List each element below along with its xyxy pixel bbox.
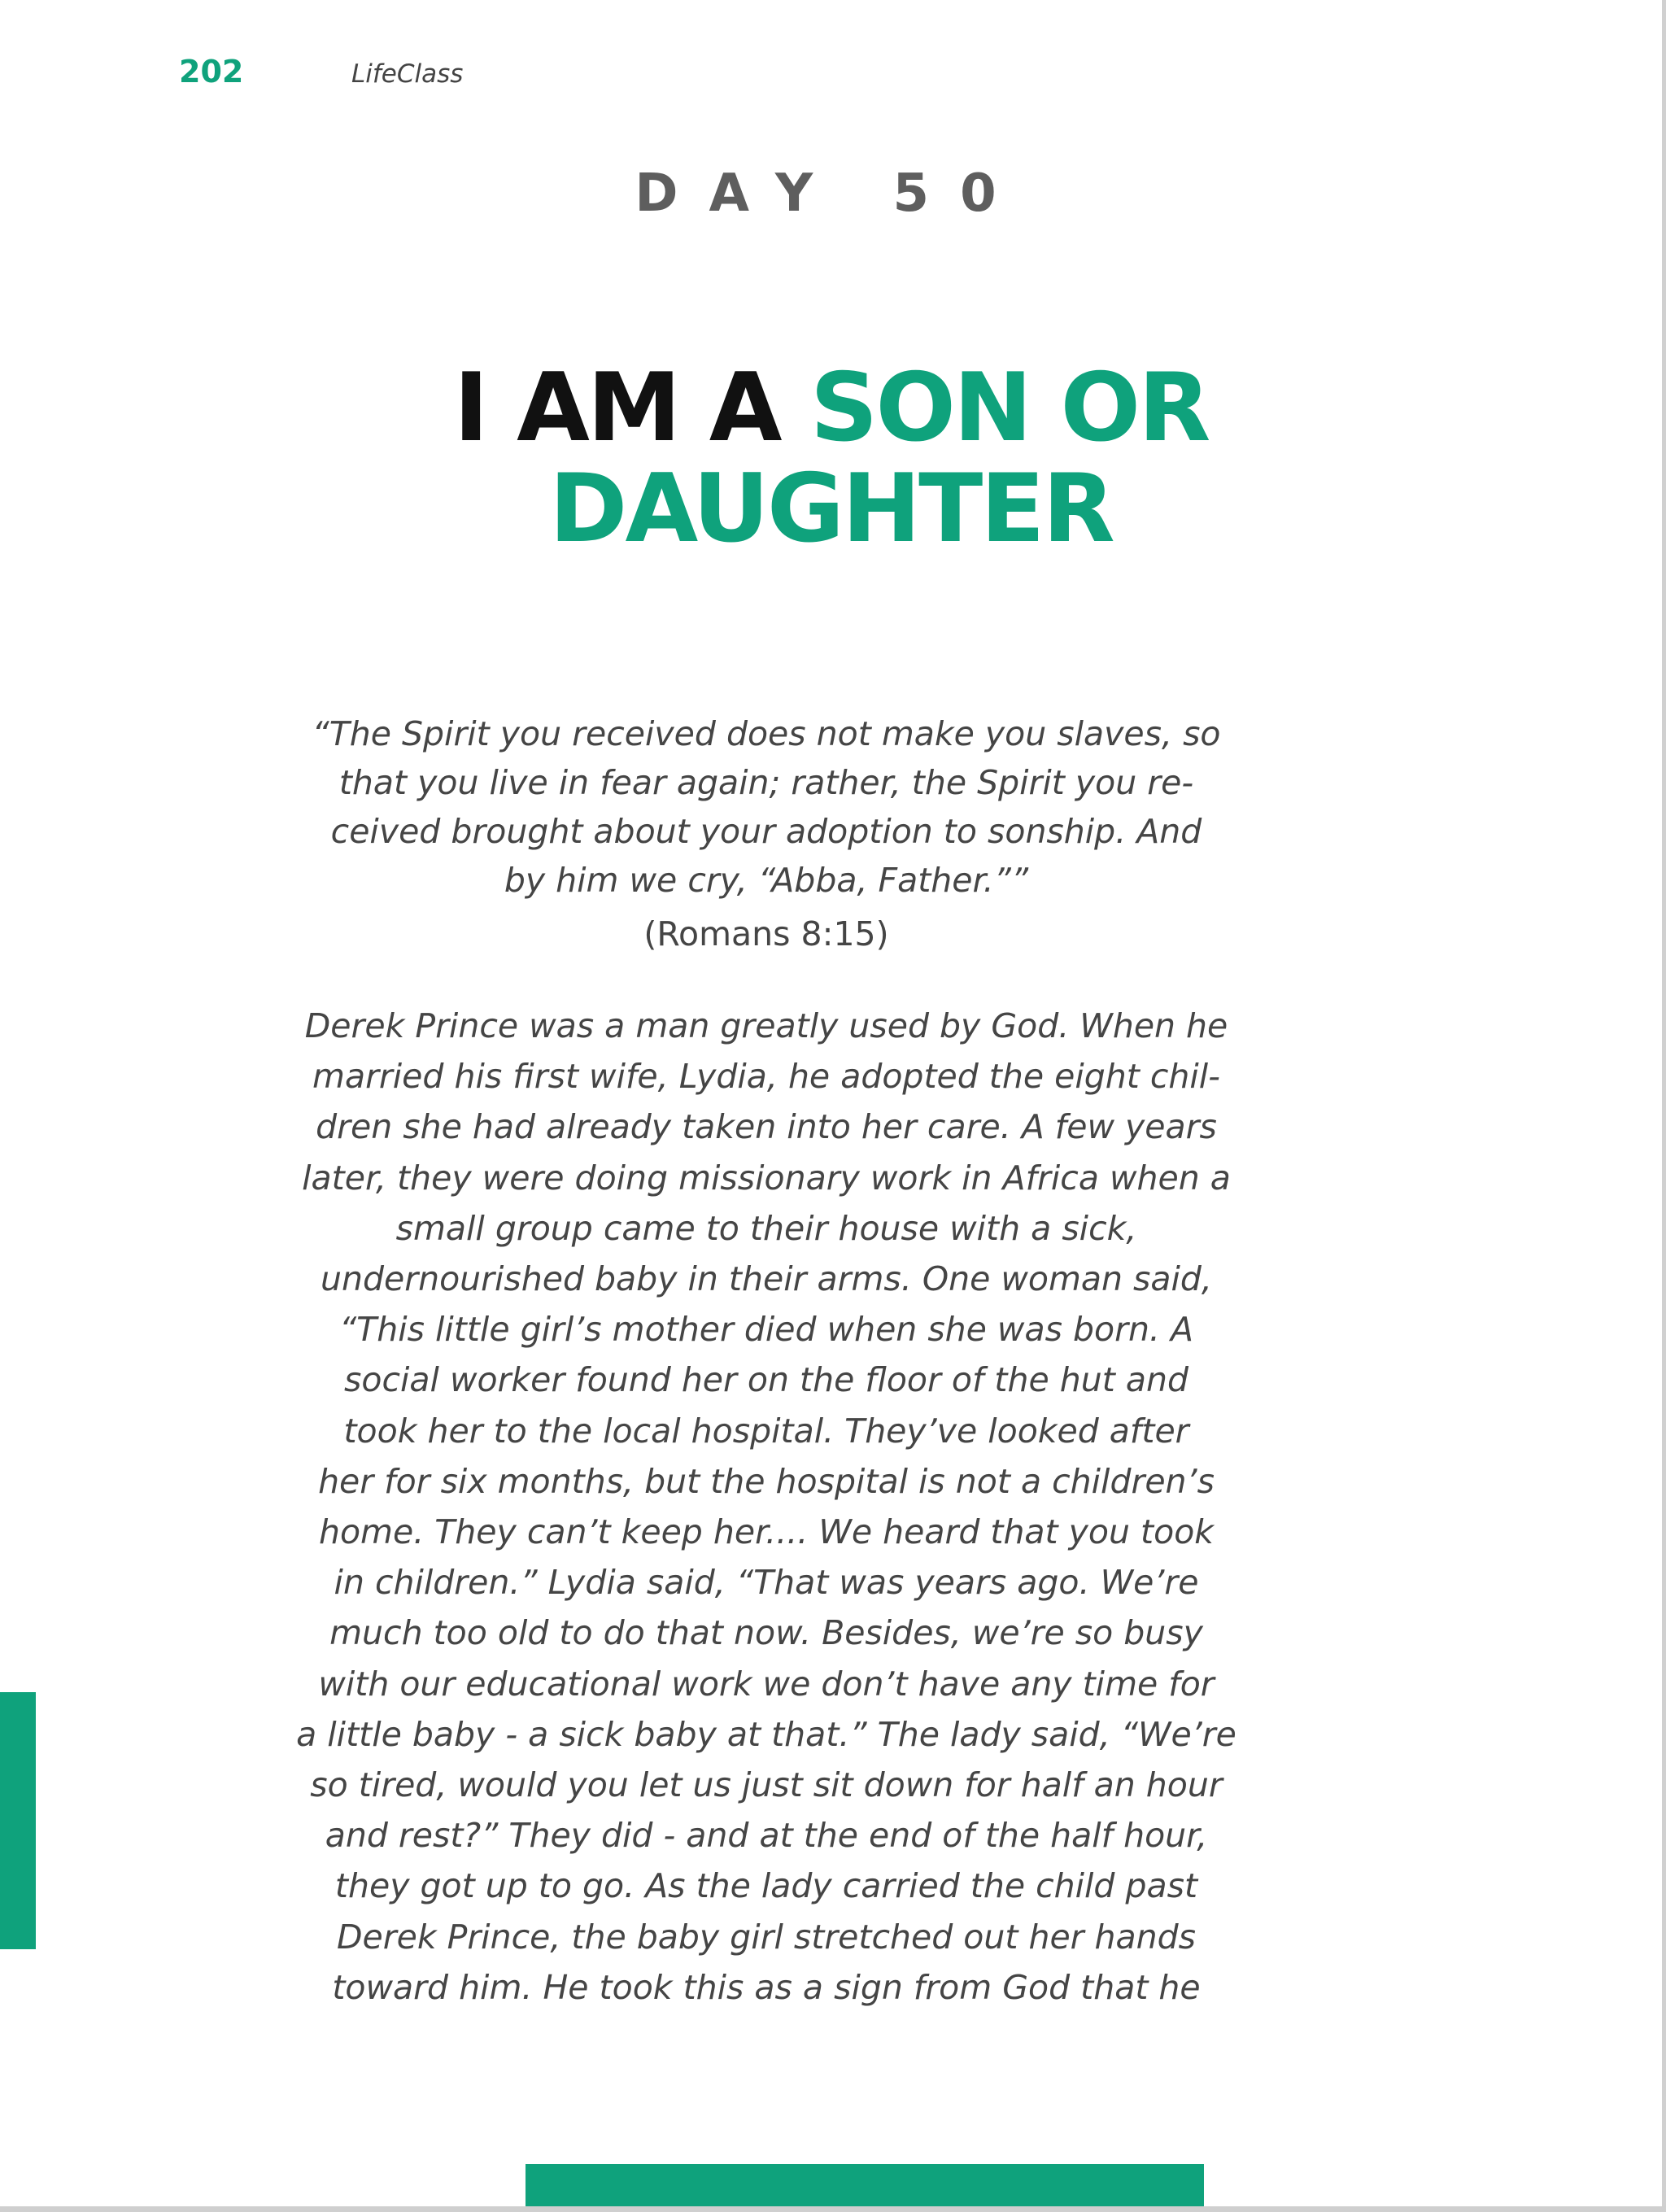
title-dark-part: I AM A <box>453 353 810 463</box>
scripture-quote <box>277 709 1256 905</box>
body-line: they got up to go. As the lady carried the child past <box>334 1866 1198 1906</box>
body-line: undernourished baby in their arms. One woman said, <box>321 1259 1212 1299</box>
page-number: 202 <box>179 54 244 89</box>
body-line: in children.” Lydia said, “That was years ago. We’re <box>334 1563 1199 1603</box>
body-line: took her to the local hospital. They’ve looked after <box>343 1411 1189 1451</box>
body-line: small group came to their house with a sick, <box>395 1208 1137 1248</box>
page-bottom-edge <box>0 2206 1666 2212</box>
chapter-title <box>0 353 1662 564</box>
body-line: with our educational work we don’t have any time for <box>318 1664 1215 1704</box>
title-line-1 <box>0 353 1662 463</box>
body-paragraph <box>268 1001 1264 2013</box>
day-label: DAY 50 <box>635 164 1027 224</box>
page-right-edge <box>1662 0 1666 2212</box>
body-line: Derek Prince was a man greatly used by God. When he <box>304 1006 1228 1045</box>
body-line: later, they were doing missionary work in Africa when a <box>302 1158 1231 1198</box>
scripture-line: that you live in fear again; rather, the Spirit you re- <box>338 763 1194 802</box>
body-line: social worker found her on the floor of the hut and <box>344 1360 1188 1400</box>
scripture-line: “The Spirit you received does not make you slaves, so <box>312 714 1221 753</box>
body-line: much too old to do that now. Besides, we’re so busy <box>329 1613 1203 1653</box>
body-line: home. They can’t keep her.... We heard that you took <box>318 1512 1215 1552</box>
body-line: and rest?” They did - and at the end of the half hour, <box>325 1816 1208 1856</box>
body-line: so tired, would you let us just sit down for half an hour <box>310 1765 1223 1805</box>
body-line: “This little girl’s mother died when she was born. A <box>338 1310 1194 1350</box>
body-line: a little baby - a sick baby at that.” The lady said, “We’re <box>296 1714 1236 1754</box>
body-line: dren she had already taken into her care. A few years <box>316 1107 1217 1147</box>
scripture-line: by him we cry, “Abba, Father.”” <box>504 861 1029 900</box>
body-line: her for six months, but the hospital is not a children’s <box>318 1461 1215 1501</box>
title-green-part: SON OR <box>809 353 1209 463</box>
side-accent-tab <box>0 1692 36 1949</box>
body-line: toward him. He took this as a sign from God that he <box>332 1967 1201 2007</box>
bottom-accent-bar <box>526 2164 1204 2206</box>
body-line: Derek Prince, the baby girl stretched out her hands <box>336 1917 1197 1957</box>
scripture-reference: (Romans 8:15) <box>643 914 889 953</box>
running-head: LifeClass <box>351 59 464 89</box>
title-line-2: DAUGHTER <box>549 454 1113 564</box>
scripture-line: ceived brought about your adoption to sonship. And <box>330 812 1202 851</box>
body-line: married his first wife, Lydia, he adopted the eight chil- <box>312 1057 1220 1097</box>
